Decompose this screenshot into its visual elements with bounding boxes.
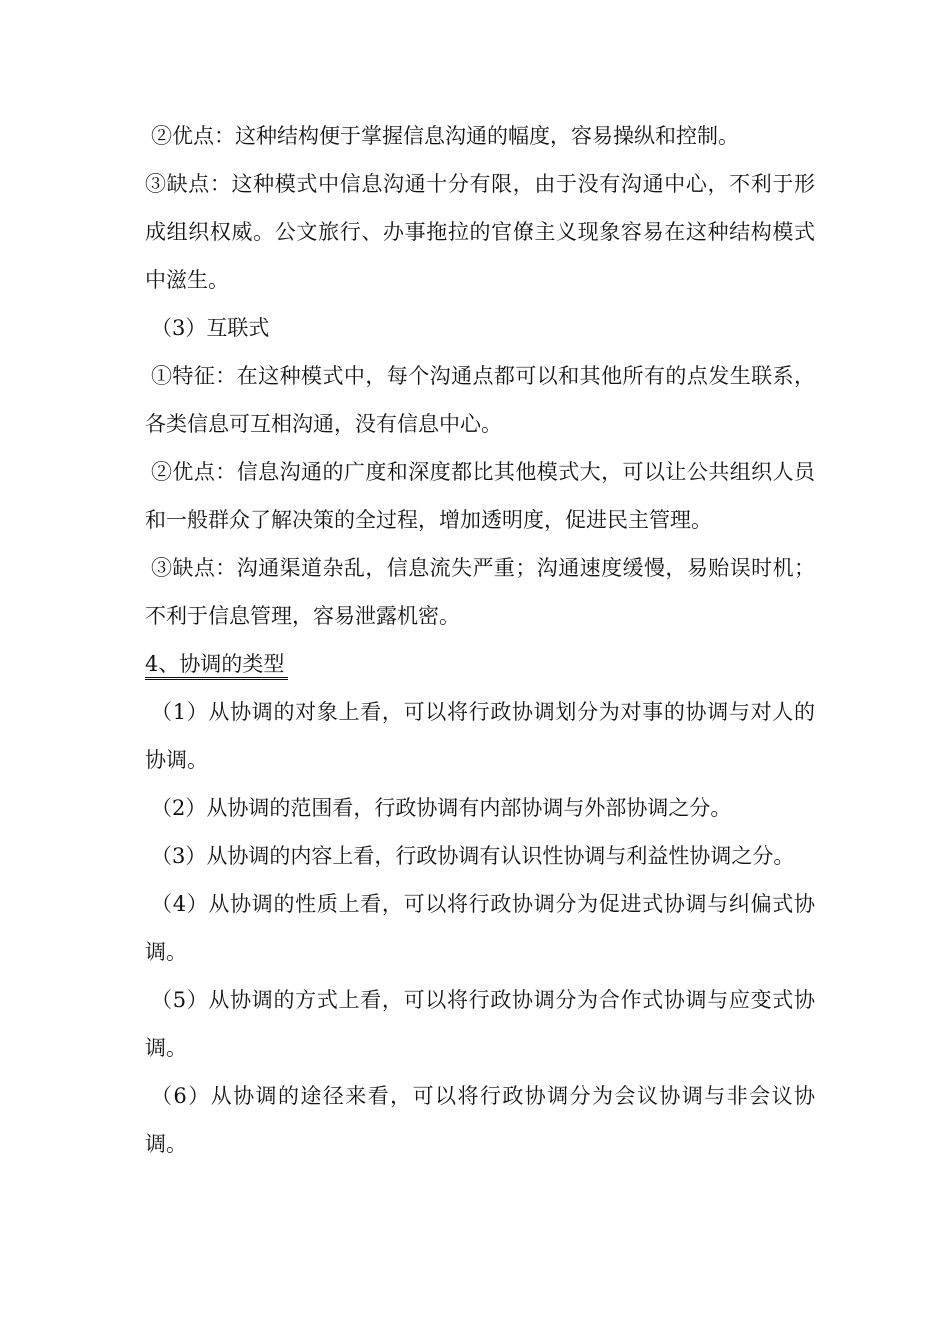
coordination-type-1: （1）从协调的对象上看，可以将行政协调划分为对事的协调与对人的协调。 — [145, 700, 815, 772]
coordination-type-5: （5）从协调的方式上看，可以将行政协调分为合作式协调与应变式协调。 — [145, 988, 815, 1060]
coordination-type-2: （2）从协调的范围看，行政协调有内部协调与外部协调之分。 — [151, 796, 732, 820]
subheading-interconnected: （3）互联式 — [151, 316, 270, 340]
paragraph-advantage-chain: ②优点：这种结构便于掌握信息沟通的幅度，容易操纵和控制。 — [151, 124, 739, 148]
paragraph-advantage-interconnected: ②优点：信息沟通的广度和深度都比其他模式大，可以让公共组织人员和一般群众了解决策的全过程，增加透明度，促进民主管理。 — [145, 460, 815, 532]
section-heading-text: 4、协调的类型 — [145, 651, 288, 680]
paragraph-disadvantage-interconnected: ③缺点：沟通渠道杂乱，信息流失严重；沟通速度缓慢，易贻误时机；不利于信息管理，容易泄露机密。 — [145, 556, 815, 628]
document-page — [145, 112, 815, 1168]
section-heading — [145, 640, 815, 688]
paragraph-disadvantage-chain: ③缺点：这种模式中信息沟通十分有限，由于没有沟通中心，不利于形成组织权威。公文旅行、办事拖拉的官僚主义现象容易在这种结构模式中滋生。 — [145, 172, 815, 292]
coordination-type-3: （3）从协调的内容上看，行政协调有认识性协调与利益性协调之分。 — [151, 844, 795, 868]
coordination-type-4: （4）从协调的性质上看，可以将行政协调分为促进式协调与纠偏式协调。 — [145, 892, 815, 964]
coordination-type-6: （6）从协调的途径来看，可以将行政协调分为会议协调与非会议协调。 — [145, 1084, 815, 1156]
paragraph-feature-interconnected: ①特征：在这种模式中，每个沟通点都可以和其他所有的点发生联系，各类信息可互相沟通，没有信息中心。 — [145, 364, 815, 436]
